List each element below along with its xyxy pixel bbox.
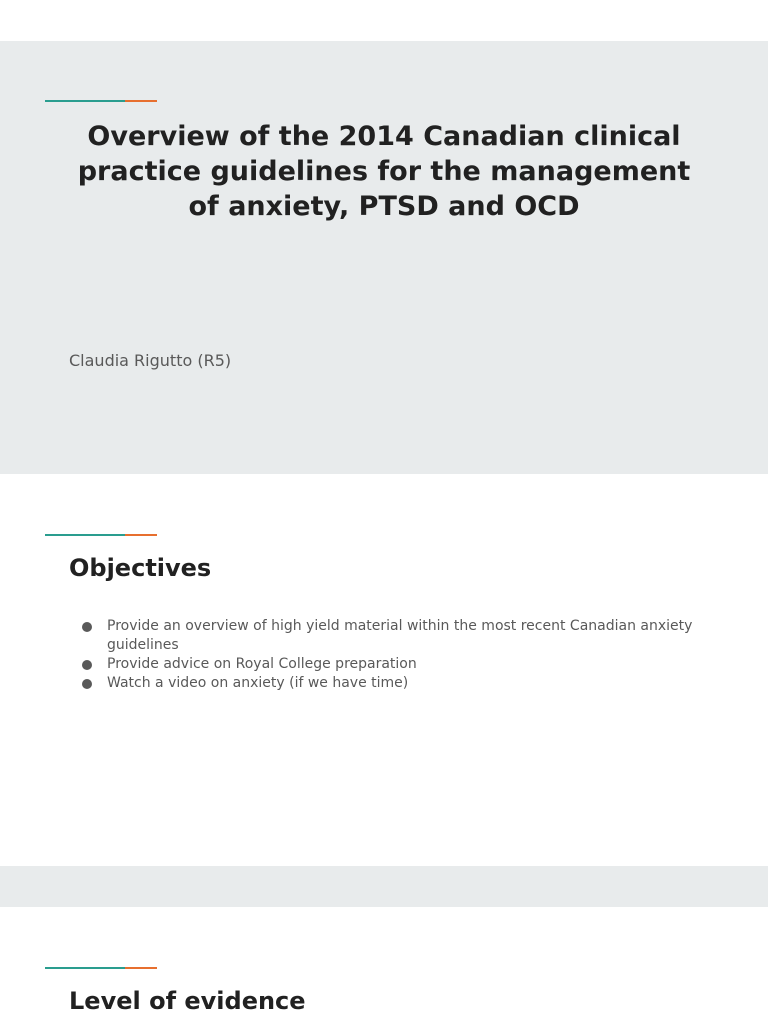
bullet-icon [82, 660, 92, 670]
list-item-text: Watch a video on anxiety (if we have time) [107, 675, 409, 691]
list-item-text: Provide advice on Royal College preparation [107, 656, 417, 672]
slide-separator [0, 866, 768, 907]
accent-line [45, 534, 157, 536]
bullet-icon [82, 679, 92, 689]
title-slide [0, 41, 768, 474]
accent-line-teal [45, 534, 125, 536]
list-item [82, 617, 702, 655]
accent-line-orange [125, 967, 157, 969]
accent-line-orange [125, 100, 157, 102]
objectives-slide [0, 474, 768, 866]
bullet-icon [82, 622, 92, 632]
evidence-slide [0, 907, 768, 1024]
list-item-text: Provide an overview of high yield material within the most recent Canadian anxiety guidelines [107, 618, 693, 653]
list-item [82, 674, 702, 693]
accent-line [45, 100, 157, 102]
presenter-name: Claudia Rigutto (R5) [69, 351, 232, 370]
list-item [82, 655, 702, 674]
objectives-list [82, 617, 702, 693]
objectives-heading: Objectives [69, 554, 212, 582]
presentation-title: Overview of the 2014 Canadian clinical practice guidelines for the management of anxiety, PTSD and OCD [77, 121, 691, 222]
accent-line [45, 967, 157, 969]
accent-line-teal [45, 100, 125, 102]
evidence-heading: Level of evidence [69, 987, 306, 1015]
accent-line-teal [45, 967, 125, 969]
accent-line-orange [125, 534, 157, 536]
